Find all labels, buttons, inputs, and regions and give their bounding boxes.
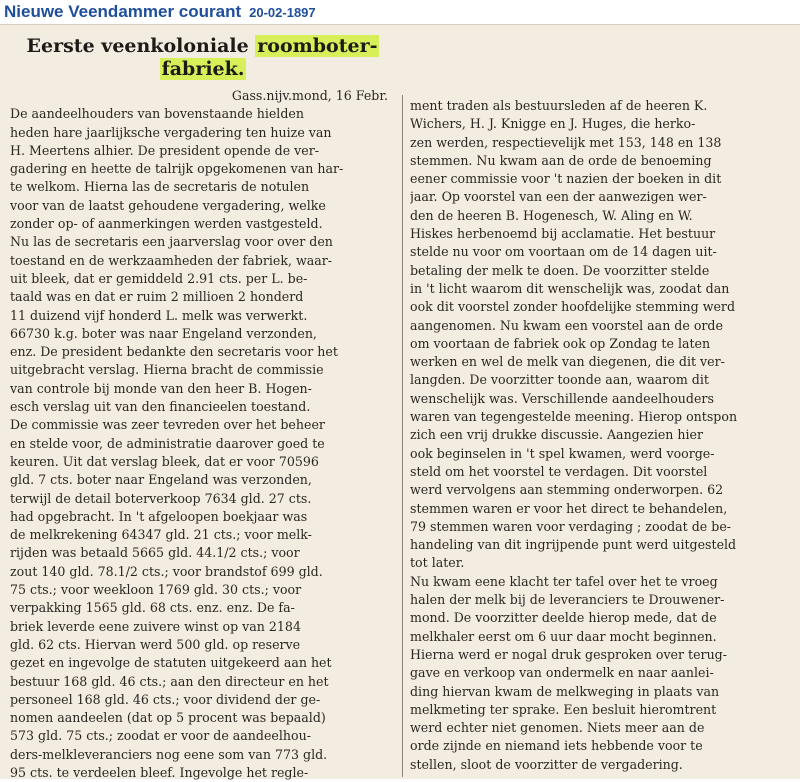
text-line: zich een vrij drukke discussie. Aangezien hier bbox=[410, 427, 704, 443]
text-line: te welkom. Hierna las de secretaris de notulen bbox=[10, 179, 310, 195]
text-line: van controle bij monde van den heer B. Hogen- bbox=[10, 380, 312, 396]
article-body-left bbox=[10, 105, 396, 782]
text-line: wenschelijk was. Verschillende aandeelhouders bbox=[410, 390, 714, 406]
article-column-left bbox=[10, 25, 396, 780]
text-line: den de heeren B. Hogenesch, W. Aling en W. bbox=[410, 207, 693, 223]
text-line: terwijl de detail boterverkoop 7634 gld. 27 cts. bbox=[10, 490, 312, 506]
text-line: personeel 168 gld. 46 cts.; voor dividend der ge- bbox=[10, 691, 321, 707]
text-line: ders-melkleveranciers nog eene som van 773 gld. bbox=[10, 746, 328, 762]
text-line: gadering en heette de talrijk opgekomenen van har- bbox=[10, 161, 344, 177]
text-line: taald was en dat er ruim 2 millioen 2 honderd bbox=[10, 289, 304, 305]
text-line: uit bleek, dat er gemiddeld 2.91 cts. per L. be- bbox=[10, 270, 308, 286]
text-line: 11 duizend vijf honderd L. melk was verwerkt. bbox=[10, 307, 308, 323]
headline-highlight-2: fabriek. bbox=[161, 58, 245, 80]
article-body-right bbox=[410, 97, 794, 774]
text-line: stelde nu voor om voortaan om de 14 dagen uit- bbox=[410, 244, 717, 260]
text-line: had opgebracht. In 't afgeloopen boekjaar was bbox=[10, 508, 308, 524]
newspaper-name: Nieuwe Veendammer courant bbox=[4, 2, 242, 21]
text-line: nomen aandeelen (dat op 5 procent was bepaald) bbox=[10, 710, 326, 726]
column-divider bbox=[402, 95, 403, 777]
text-line: briek leverde eene zuivere winst op van 2184 bbox=[10, 618, 301, 634]
text-line: 95 cts. te verdeelen bleef. Ingevolge het regle- bbox=[10, 764, 309, 780]
article-dateline: Gass.nijv.mond, 16 Febr. bbox=[231, 88, 388, 103]
text-line: halen der melk bij de leveranciers te Drouwener- bbox=[410, 592, 725, 608]
text-line: zout 140 gld. 78.1/2 cts.; voor brandstof 699 gld. bbox=[10, 563, 323, 579]
text-line: gave en verkoop van ondermelk en naar aanlei- bbox=[410, 665, 714, 681]
text-line: 79 stemmen waren voor verdaging ; zoodat de be- bbox=[410, 518, 732, 534]
text-line: uitgebracht verslag. Hierna bracht de commissie bbox=[10, 362, 324, 378]
text-line: heden hare jaarlijksche vergadering ten huize van bbox=[10, 124, 332, 140]
text-line: en stelde voor, de administratie daarover goed te bbox=[10, 435, 325, 451]
text-line: zen werden, respectievelijk met 153, 148 en 138 bbox=[410, 134, 722, 150]
text-line: ding hiervan kwam de melkweging in plaats van bbox=[410, 683, 720, 699]
text-line: De commissie was zeer tevreden over het beheer bbox=[10, 417, 325, 433]
text-line: H. Meertens alhier. De president opende de ver- bbox=[10, 142, 320, 158]
text-line: stemmen waren er voor het direct te behandelen, bbox=[410, 500, 728, 516]
text-line: waren van tegengestelde meening. Hierop ontspon bbox=[410, 409, 738, 425]
text-line: eener commissie voor 't nazien der boeken in dit bbox=[410, 171, 722, 187]
text-line: melkhaler eerst om 6 uur daar mocht beginnen. bbox=[410, 628, 717, 644]
text-line: tot later. bbox=[410, 555, 465, 571]
text-line: ook dit voorstel zonder hoofdelijke stemming werd bbox=[410, 299, 736, 315]
text-line: betaling der melk te doen. De voorzitter stelde bbox=[410, 262, 710, 278]
text-line: bestuur 168 gld. 46 cts.; aan den directeur en het bbox=[10, 673, 329, 689]
text-line: enz. De president bedankte den secretaris voor het bbox=[10, 344, 338, 360]
text-line: keuren. Uit dat verslag bleek, dat er voor 70596 bbox=[10, 453, 319, 469]
text-line: werd echter niet genomen. Niets meer aan de bbox=[410, 720, 705, 736]
text-line: esch verslag uit van den financieelen toestand. bbox=[10, 399, 311, 415]
article-column-right bbox=[410, 25, 794, 780]
text-line: stellen, sloot de voorzitter de vergadering. bbox=[410, 756, 683, 772]
text-line: mond. De voorzitter deelde hierop mede, dat de bbox=[410, 610, 717, 626]
headline-highlight: roomboter- bbox=[257, 35, 378, 57]
text-line: om voortaan de fabriek ook op Zondag te laten bbox=[410, 335, 711, 351]
text-line: gld. 7 cts. boter naar Engeland was verzonden, bbox=[10, 472, 312, 488]
headline-text: Eerste veenkoloniale bbox=[26, 35, 256, 57]
text-line: handeling van dit ingrijpende punt werd uitgesteld bbox=[410, 537, 737, 553]
newspaper-clipping bbox=[0, 24, 800, 779]
text-line: langden. De voorzitter toonde aan, waarom dit bbox=[410, 372, 709, 388]
text-line: Nu las de secretaris een jaarverslag voor over den bbox=[10, 234, 333, 250]
text-line: voor van de laatst gehoudene vergadering, welke bbox=[10, 197, 326, 213]
text-line: verpakking 1565 gld. 68 cts. enz. enz. De fa- bbox=[10, 600, 295, 616]
text-line: steld om het voorstel te verdagen. Dit voorstel bbox=[410, 463, 708, 479]
article-headline bbox=[10, 35, 396, 81]
text-line: de melkrekening 64347 gld. 21 cts.; voor melk- bbox=[10, 527, 312, 543]
text-line: gezet en ingevolge de statuten uitgekeerd aan het bbox=[10, 655, 332, 671]
text-line: 75 cts.; voor weekloon 1769 gld. 30 cts.; voor bbox=[10, 582, 302, 598]
text-line: ment traden als bestuursleden af de heeren K. bbox=[410, 98, 708, 113]
text-line: Hierna werd er nogal druk gesproken over terug- bbox=[410, 646, 727, 662]
masthead bbox=[4, 2, 316, 24]
text-line: werd vervolgens aan stemming onderworpen. 62 bbox=[410, 482, 724, 498]
publication-date: 20-02-1897 bbox=[249, 5, 316, 20]
text-line: aangenomen. Nu kwam een voorstel aan de orde bbox=[410, 317, 723, 333]
text-line: rijden was betaald 5665 gld. 44.1/2 cts.; voor bbox=[10, 545, 300, 561]
text-line: De aandeelhouders van bovenstaande hielden bbox=[10, 106, 304, 122]
text-line: 66730 k.g. boter was naar Engeland verzonden, bbox=[10, 325, 317, 341]
text-line: gld. 62 cts. Hiervan werd 500 gld. op reserve bbox=[10, 636, 301, 652]
text-line: werken en wel de melk van diegenen, die dit ver- bbox=[410, 354, 725, 370]
text-line: in 't licht waarom dit wenschelijk was, zoodat dan bbox=[410, 280, 730, 296]
text-line: orde zijnde en niemand iets hebbende voor te bbox=[410, 738, 703, 754]
text-line: zonder op- of aanmerkingen werden vastgesteld. bbox=[10, 216, 323, 232]
text-line: 573 gld. 75 cts.; zoodat er voor de aandeelhou- bbox=[10, 728, 311, 744]
text-line: jaar. Op voorstel van een der aanwezigen wer- bbox=[410, 189, 707, 205]
text-line: toestand en de werkzaamheden der fabriek, waar- bbox=[10, 252, 333, 268]
text-line: stemmen. Nu kwam aan de orde de benoeming bbox=[410, 152, 712, 168]
text-line: melkmeting ter sprake. Een besluit hieromtrent bbox=[410, 701, 717, 717]
text-line: Nu kwam eene klacht ter tafel over het te vroeg bbox=[410, 573, 718, 589]
text-line: Wichers, H. J. Knigge en J. Huges, die herko- bbox=[410, 116, 696, 132]
text-line: Hiskes herbenoemd bij acclamatie. Het bestuur bbox=[410, 226, 716, 242]
text-line: ook beginselen in 't spel kwamen, werd voorge- bbox=[410, 445, 715, 461]
